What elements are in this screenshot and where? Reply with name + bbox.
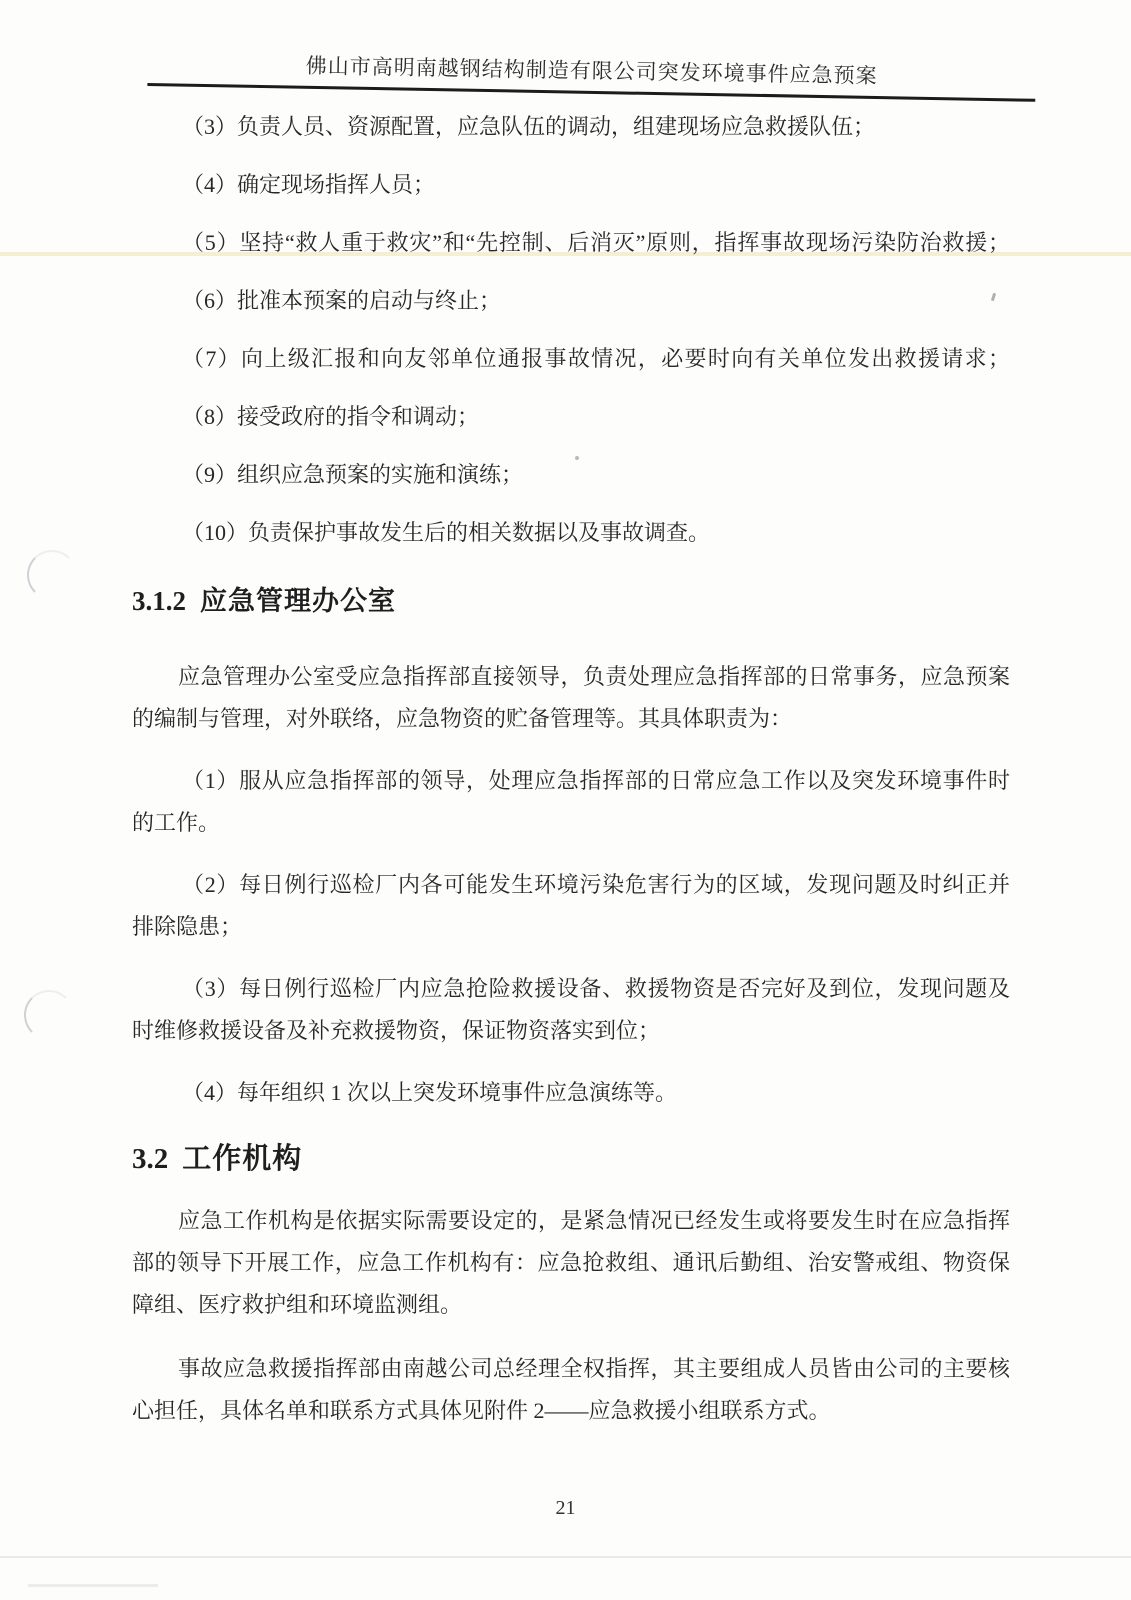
heading-number: 3.2	[132, 1143, 169, 1175]
paragraph-line: （4）每年组织 1 次以上突发环境事件应急演练等。	[182, 1080, 678, 1105]
heading-number: 3.1.2	[132, 586, 186, 616]
paragraph-line: 心担任，具体名单和联系方式具体见附件 2——应急救援小组联系方式。	[132, 1398, 831, 1423]
paragraph-line: 应急管理办公室受应急指挥部直接领导，负责处理应急指挥部的日常事务，应急预案	[178, 664, 1010, 689]
paragraph-line: 应急工作机构是依据实际需要设定的，是紧急情况已经发生或将要发生时在应急指挥	[178, 1208, 1010, 1233]
list-item-3: （3）负责人员、资源配置，应急队伍的调动，组建现场应急救援队伍；	[182, 114, 876, 139]
paragraph-line: 部的领导下开展工作，应急工作机构有：应急抢救组、通讯后勤组、治安警戒组、物资保	[132, 1250, 1010, 1275]
scan-edge-line	[0, 1556, 1131, 1558]
paragraph-line: 障组、医疗救护组和环境监测组。	[132, 1292, 463, 1317]
page-number: 21	[555, 1497, 576, 1519]
list-item-9: （9）组织应急预案的实施和演练；	[182, 462, 524, 487]
paragraph-line: 事故应急救援指挥部由南越公司总经理全权指挥，其主要组成人员皆由公司的主要核	[178, 1356, 1010, 1381]
paragraph-line: 的工作。	[132, 810, 221, 835]
binder-hole-mark	[24, 990, 74, 1040]
scan-smudge	[28, 1584, 158, 1587]
paragraph-3-2-command	[132, 1348, 1010, 1432]
header-title: 佛山市高明南越钢结构制造有限公司突发环境事件应急预案	[305, 53, 878, 88]
section-heading-3-1-2	[132, 582, 1010, 620]
heading-title: 应急管理办公室	[200, 586, 396, 616]
paragraph-3-2-intro	[132, 1200, 1010, 1326]
paragraph-line: 的编制与管理，对外联络，应急物资的贮备管理等。其具体职责为：	[132, 706, 793, 731]
sub-item-3	[132, 968, 1010, 1052]
list-item-5: （5）坚持“救人重于救灾”和“先控制、后消灭”原则，指挥事故现场污染防治救援；	[182, 230, 1010, 255]
sub-item-1	[132, 760, 1010, 844]
paragraph-line: 排除隐患；	[132, 914, 243, 939]
sub-item-4	[132, 1072, 1010, 1114]
paragraph-line: （2）每日例行巡检厂内各可能发生环境污染危害行为的区域，发现问题及时纠正并	[182, 872, 1010, 897]
paragraph-line: 时维修救援设备及补充救援物资，保证物资落实到位；	[132, 1018, 661, 1043]
heading-title: 工作机构	[182, 1143, 303, 1175]
document-body	[132, 0, 1010, 1452]
list-item-8: （8）接受政府的指令和调动；	[182, 404, 480, 429]
paragraph-3-1-2-intro	[132, 656, 1010, 740]
paragraph-line: （1）服从应急指挥部的领导，处理应急指挥部的日常应急工作以及突发环境事件时	[182, 768, 1010, 793]
binder-hole-mark	[27, 550, 77, 600]
paragraph-line: （3）每日例行巡检厂内应急抢险救援设备、救援物资是否完好及到位，发现问题及	[182, 976, 1010, 1001]
list-item-6: （6）批准本预案的启动与终止；	[182, 288, 502, 313]
sub-item-2	[132, 864, 1010, 948]
section-heading-3-2	[132, 1138, 1010, 1180]
list-item-4: （4）确定现场指挥人员；	[182, 172, 436, 197]
list-item-7: （7）向上级汇报和向友邻单位通报事故情况，必要时向有关单位发出救援请求；	[182, 346, 1010, 371]
list-item-10: （10）负责保护事故发生后的相关数据以及事故调查。	[182, 520, 711, 545]
